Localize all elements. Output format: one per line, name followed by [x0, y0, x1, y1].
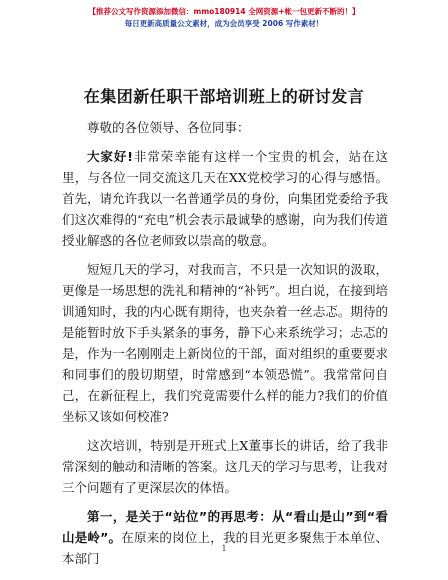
paragraph-3-text: 这次培训，特别是开班式上X董事长的讲话，给了我非常深刻的触动和清晰的答案。这几天的学习与思考，让我对三个问题有了更深层次的体悟。	[62, 438, 388, 495]
paragraph-1-text: 非常荣幸能有这样一个宝贵的机会，站在这里，与各位一同交流这几天在XX党校学习的心得与感悟。首先，请允许我以一名普通学员的身份，向集团党委给予我们这次难得的“充电”机会表示最诚挚的感谢，向为我们传道授业解惑的各位老师致以崇高的敬意。	[62, 149, 388, 248]
paragraph-2	[62, 259, 388, 427]
page-number: 1	[221, 544, 227, 553]
paragraph-2-text: 短短几天的学习，对我而言，不只是一次知识的汲取，更像是一场思想的洗礼和精神的“补钙”。坦白说，在接到培训通知时，我的内心既有期待，也夹杂着一丝忐忑。期待的是能暂时放下手头紧条的事务，静下心来系统学习；忐忑的是，作为一名刚刚走上新岗位的干部，面对组织的重要要求和同事们的殷切期望，时常感到“本领恐慌”。我常常问自己，在新征程上，我们究竟需要什么样的能力?我们的价值坐标又该如何校准?	[62, 262, 388, 424]
paragraph-4-text: 在原来的岗位上，我的目光更多聚焦于本单位、本部门	[62, 530, 388, 566]
paragraph-4-heading: 第一，是关于“站位”的再思考：从“看山是山”到“看山是岭”。	[62, 509, 388, 545]
banner-line-1: 【推荐公文写作资源添加微信：mmo180914 全网资源+帐一包更新不断的！】	[88, 7, 360, 16]
paragraph-3	[62, 435, 388, 498]
banner-line-2: 每日更新高质量公文素材，成为会员享受 2006 写作素材！	[124, 19, 324, 28]
paragraph-1	[62, 146, 388, 251]
salutation-text: 尊敬的各位领导、各位同事：	[87, 120, 250, 135]
promo-banner	[0, 6, 448, 30]
paragraph-1-lead: 大家好!	[87, 149, 133, 164]
document-body	[62, 117, 388, 569]
document-title: 在集团新任职干部培训班上的研讨发言	[83, 87, 365, 106]
salutation	[62, 117, 388, 138]
paragraph-4	[62, 506, 388, 569]
